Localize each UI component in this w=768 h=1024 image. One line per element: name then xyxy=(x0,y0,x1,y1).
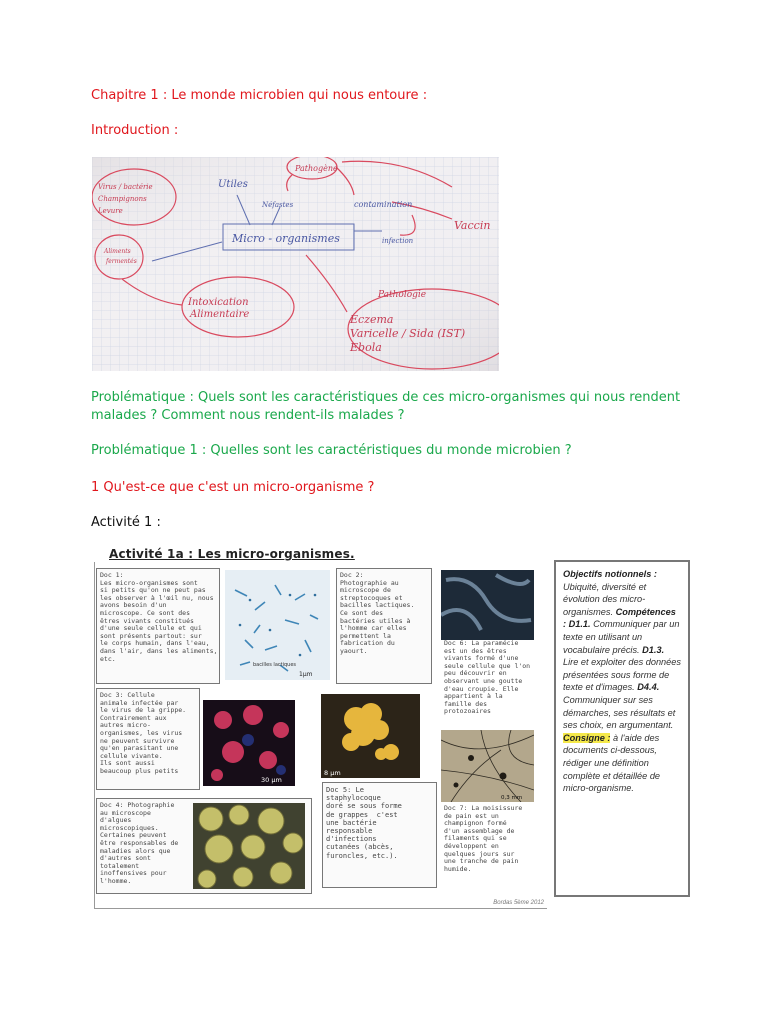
svg-text:Varicelle / Sida (IST): Varicelle / Sida (IST) xyxy=(350,327,466,340)
doc-6-text: Doc 6: La paramécie est un des êtres vivants formé d'une seule cellule que l'on peu découvrir en observant une goutte d'eau croupie. Elle appartient à la famille des protozoaires xyxy=(444,639,531,716)
d13-label: D1.3. xyxy=(642,644,665,655)
svg-text:contamination: contamination xyxy=(354,200,413,209)
introduction-heading: Introduction : xyxy=(91,123,179,138)
doc-7-photo xyxy=(441,730,534,802)
problematique-main: Problématique : Quels sont les caractéristiques de ces micro-organismes qui nous rendent malades ? Comment nous rendent-ils malades ? xyxy=(91,390,681,423)
mindmap-center-label: Micro - organismes xyxy=(232,232,340,245)
doc-2-panel xyxy=(336,568,432,684)
doc-7-text: Doc 7: La moisissure de pain est un champignon formé d'un assemblage de filaments qui se développent en quelques jours sur une tranche de pain humide. xyxy=(444,804,523,873)
d44-label: D4.4. xyxy=(637,682,660,693)
chapter-title: Chapitre 1 : Le monde microbien qui nous entoure : xyxy=(91,88,428,103)
competences-text: Communiquer par un texte en utilisant un vocabulaire précis. xyxy=(563,619,680,655)
scale-label-4: 0,3 mm xyxy=(501,795,523,801)
doc-5-text: Doc 5: Le staphylocoque doré se sous forme de grappes c'est une bactérie responsable d'infections cutanées (abcès, furoncles, etc.). xyxy=(326,786,402,860)
svg-text:Eczema: Eczema xyxy=(350,313,394,326)
svg-text:Virus / bactérie: Virus / bactérie xyxy=(98,183,153,191)
objectives-panel xyxy=(554,560,690,897)
d44-text: Communiquer sur ses démarches, ses résultats et ses choix, en argumentant. xyxy=(563,694,676,731)
credit: Bordas 5ème 2012 xyxy=(493,900,544,906)
activity-label: Activité 1 : xyxy=(91,515,161,530)
doc-1-text: Doc 1: Les micro-organismes sont si petits qu'on ne peut pas les observer à l'œil nu, nous avons besoin d'un microscope. Ce sont des êtres vivants constitués d'une seule cellule et qui sont présents partout: sur le corps humain, dans l'eau, dans l'air, dans les aliments, etc. xyxy=(100,571,218,663)
photo-label: bacilles lactiques xyxy=(253,662,297,668)
problematique-1: Problématique 1 : Quelles sont les caractéristiques du monde microbien ? xyxy=(91,443,572,458)
objectifs-text: Ubiquité, diversité et évolution des micro-organismes. xyxy=(563,581,647,617)
activity-title: Activité 1a : Les micro-organismes. xyxy=(109,547,355,561)
doc-4-photo xyxy=(193,803,305,889)
doc-3-panel xyxy=(96,688,200,790)
competences-label: Compétences : D1.1. xyxy=(563,606,676,630)
mindmap-photo xyxy=(92,157,499,371)
doc-6-photo xyxy=(441,570,534,640)
svg-text:Alimentaire: Alimentaire xyxy=(190,309,250,320)
doc-2-text: Doc 2: Photographie au microscope de streptocoques et bacilles lactiques. Ce sont des bactéries utiles à l'homme car elles permettent la fabrication du yaourt. xyxy=(340,571,415,655)
svg-text:Champignons: Champignons xyxy=(98,195,147,203)
objectifs-heading: Objectifs notionnels : xyxy=(563,569,657,579)
scale-label-3: 8 μm xyxy=(324,769,341,777)
svg-text:fermentés: fermentés xyxy=(106,258,137,265)
doc-2-photo xyxy=(225,570,330,680)
svg-text:Intoxication: Intoxication xyxy=(188,297,249,308)
svg-text:Levure: Levure xyxy=(98,207,123,215)
doc-1-panel xyxy=(96,568,220,684)
consigne-label: Consigne : xyxy=(563,732,611,743)
svg-text:Vaccin: Vaccin xyxy=(454,219,491,232)
scale-label-1: 1μm xyxy=(299,671,313,678)
doc-5-photo xyxy=(321,694,420,778)
doc-4-panel xyxy=(96,798,312,894)
section-1-heading: 1 Qu'est-ce que c'est un micro-organisme ? xyxy=(91,480,375,495)
scale-label-2: 30 μm xyxy=(261,776,282,784)
doc-3-photo xyxy=(203,700,295,786)
svg-text:Ebola: Ebola xyxy=(350,341,382,354)
doc-4-text: Doc 4: Photographie au microscope d'algues microscopiques. Certaines peuvent être responsables de maladies alors que d'autres sont totalement inoffensives pour l'homme. xyxy=(100,801,179,885)
svg-text:infection: infection xyxy=(382,237,414,245)
svg-text:Pathogène: Pathogène xyxy=(295,164,338,173)
svg-text:Aliments: Aliments xyxy=(104,248,131,255)
activity-scan xyxy=(92,544,704,910)
d13-text: Lire et exploiter des données présentées sous forme de texte et d'images. xyxy=(563,657,681,693)
doc-3-text: Doc 3: Cellule animale infectée par le virus de la grippe. Contrairement aux autres micro- organismes, les virus ne peuvent survivre qu'en parasitant une cellule vivante. Ils sont aussi beaucoup plus petits xyxy=(100,691,187,775)
svg-text:Néfastes: Néfastes xyxy=(262,201,294,209)
consigne-text: à l'aide des documents ci-dessous, rédiger une définition complète et détaillée de micro-organisme. xyxy=(563,732,661,794)
svg-text:Utiles: Utiles xyxy=(218,179,248,190)
doc-5-panel xyxy=(322,782,437,888)
svg-text:Pathologie: Pathologie xyxy=(378,290,427,300)
